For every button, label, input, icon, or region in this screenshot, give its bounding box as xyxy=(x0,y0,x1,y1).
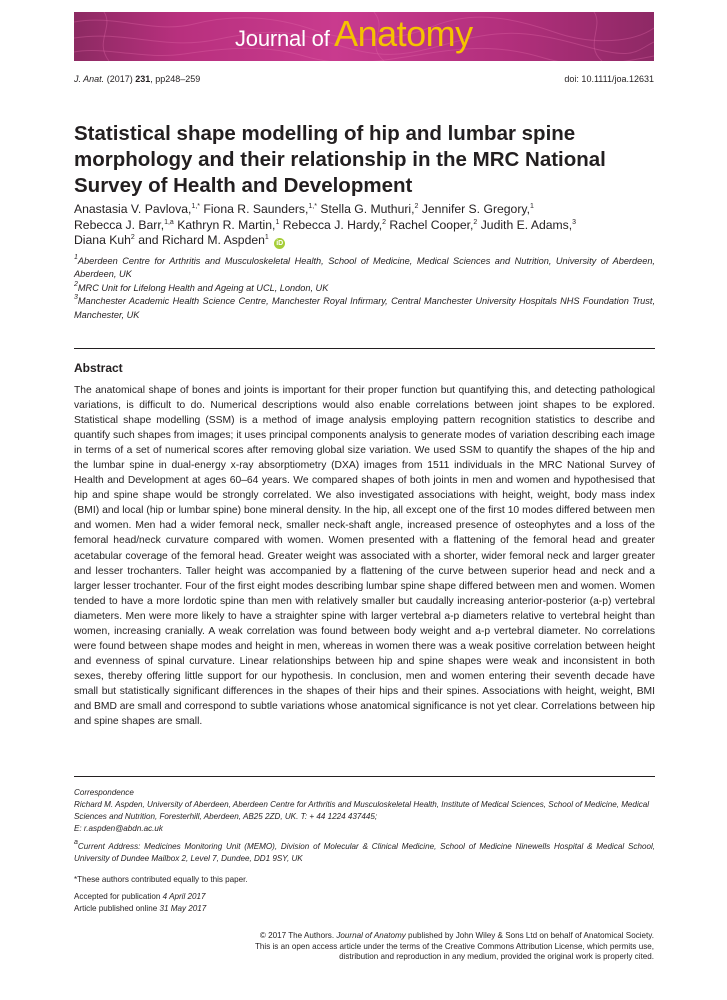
license-line: This is an open access article under the terms of the Creative Commons Attribution License, which permits use, xyxy=(254,941,654,951)
citation-year: (2017) xyxy=(106,74,133,84)
accepted-date: Accepted for publication 4 April 2017 xyxy=(74,892,206,901)
journal-name-main: Anatomy xyxy=(334,13,473,54)
author-list xyxy=(74,202,659,249)
correspondence-text: Richard M. Aspden, University of Aberdeen, Aberdeen Centre for Arthritis and Musculoskeletal Health, Institute of Medical Sciences, School of Medicine, Medical Sciences and Nutrition, Foresterhill, Aberdeen, AB25 2ZD, UK. T: + 44 1224 437445; xyxy=(74,800,650,821)
doi[interactable]: doi: 10.1111/joa.12631 xyxy=(564,74,654,84)
author[interactable]: Anastasia V. Pavlova,$^{1,*}$ xyxy=(74,202,200,216)
journal-name-prefix: Journal of xyxy=(235,26,330,51)
section-divider xyxy=(74,776,655,777)
equal-contribution-note: *These authors contributed equally to this paper. xyxy=(74,875,248,884)
article-title: Statistical shape modelling of hip and lumbar spine morphology and their relationship in the MRC National Survey of Health and Development xyxy=(74,122,606,197)
orcid-icon[interactable]: iD xyxy=(276,240,284,247)
author[interactable]: Fiona R. Saunders,$^{1,*}$ xyxy=(203,202,317,216)
journal-logo xyxy=(235,13,473,55)
author[interactable]: Judith E. Adams,$^3$ xyxy=(480,217,577,232)
author[interactable]: Kathryn R. Martin,$^1$ xyxy=(177,217,280,232)
section-divider xyxy=(74,348,655,349)
current-address: $^a$Current Address: Medicines Monitoring Unit (MEMO), Division of Molecular & Clinical Medicine, School of Medicine Ninewells Hospital & Medical School, University of Dundee Mailbox 2, Level 7, Dundee, DD1 9SY, UK xyxy=(74,839,655,863)
author[interactable]: Rebecca J. Barr,$^{1,a}$ xyxy=(74,217,174,232)
online-date: Article published online 31 May 2017 xyxy=(74,904,207,913)
journal-banner xyxy=(74,12,654,61)
author[interactable]: and Richard M. Aspden$^1$ xyxy=(138,233,269,247)
license-notice xyxy=(184,931,654,963)
license-line: distribution and reproduction in any medium, provided the original work is properly cited. xyxy=(339,952,654,961)
abstract-text: The anatomical shape of bones and joints is important for their proper function but quantifying this, and detecting pathological variations, is difficult to do. Numerical descriptions would also enable correlations between joint shapes to be explored. Statistical shape modelling (SSM) is a method of image analysis employing pattern recognition statistics to describe and quantify such shapes from images; it uses principal components analysis to generate modes of variation describing each image in terms of a set of numerical scores after removing global size variation. We used SSM to quantify the shapes of the hip and the lumbar spine in dual-energy x-ray absorptiometry (DXA) images from 1511 individuals in the MRC National Survey of Health and Development at ages 60–64 years. We compared shapes of both joints in men and women and hypothesised that hip and spine shape would be strongly correlated. We also investigated associations with height, weight, body mass index (BMI) and local (hip or lumbar spine) bone mineral density. In the hip, all except one of the first 10 modes differed between men and women. Men had a wider femoral neck, smaller neck-shaft angle, increased presence of osteophytes and a loss of the femoral head/neck curvature compared with women. Women presented with a flattening of the femoral head and greater acetabular coverage of the femoral head. Greater weight was associated with a shorter, wider femoral neck and larger greater and lesser trochanters. Taller height was accompanied by a flattening of the curve between superior head and neck and a larger lesser trochanter. Four of the first eight modes describing lumbar spine shape differed between men and women. Women tended to have a more lordotic spine than men with relatively smaller but caudally increasing anterior-posterior (a-p) vertebral diameters. Men were more likely to have a straighter spine with larger vertebral a-p diameters relative to vertebral height than women, increasing cranially. A weak correlation was found between body weight and a-p vertebral diameter. No correlations were found between shape modes and height in men, whereas in women there was a weak positive correlation between height and evenness of spinal curvature. Linear relationships between hip and spine shapes were weak and inconsistent in both sexes, thereby offering little support for our hypothesis. In conclusion, men and women entering their seventh decade have small but statistically significant differences in the shapes of their hips and their spines. Associations with height, weight, BMI and BMD are small and correspond to subtle variations whose anatomical significance is not yet clear. Correlations between hip and spine shapes are small. xyxy=(74,385,655,728)
author[interactable]: Diana Kuh$^2$ xyxy=(74,233,135,247)
citation-journal: J. Anat. xyxy=(74,74,105,84)
author[interactable]: Rachel Cooper,$^2$ xyxy=(389,217,478,232)
affiliation: $^3$Manchester Academic Health Science Centre, Manchester Royal Infirmary, Central Manchester University Hospitals NHS Foundation Trust, Manchester, UK xyxy=(74,294,655,320)
citation-pages: , pp248–259 xyxy=(150,74,201,84)
publication-dates xyxy=(74,891,206,915)
correspondence-email[interactable]: E: r.aspden@abdn.ac.uk xyxy=(74,824,163,833)
correspondence-label: Correspondence xyxy=(74,788,134,797)
affiliation: $^1$Aberdeen Centre for Arthritis and Musculoskeletal Health, School of Medicine, Medical Sciences and Nutrition, University of Aberdeen, Aberdeen, UK xyxy=(74,254,655,280)
license-line: © 2017 The Authors. Journal of Anatomy published by John Wiley & Sons Ltd on behalf of Anatomical Society. xyxy=(259,931,654,940)
citation xyxy=(74,74,200,84)
affiliation: $^2$MRC Unit for Lifelong Health and Ageing at UCL, London, UK xyxy=(74,280,329,293)
abstract-heading: Abstract xyxy=(74,361,123,375)
author[interactable]: Stella G. Muthuri,$^2$ xyxy=(320,202,419,216)
author[interactable]: Rebecca J. Hardy,$^2$ xyxy=(282,217,386,232)
citation-volume: 231 xyxy=(135,74,151,84)
author[interactable]: Jennifer S. Gregory,$^1$ xyxy=(421,202,534,216)
affiliations xyxy=(74,255,655,322)
correspondence xyxy=(74,787,655,835)
